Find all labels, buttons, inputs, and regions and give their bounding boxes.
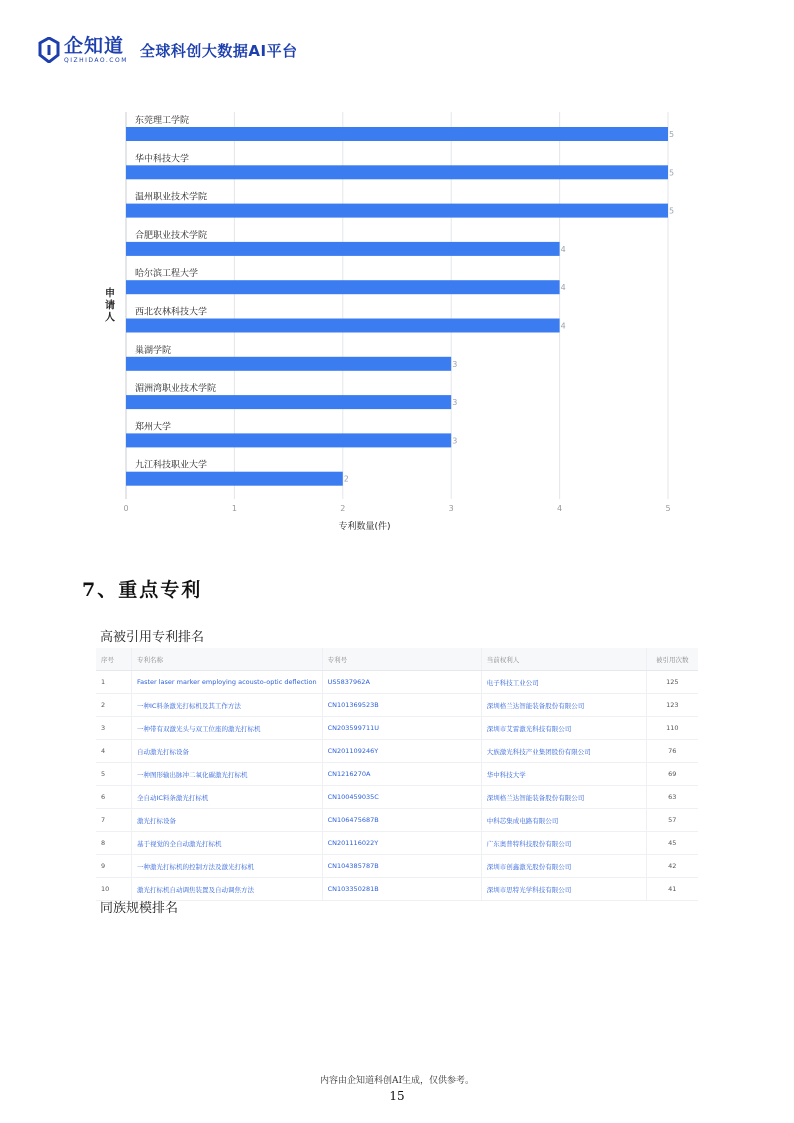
table-row <box>96 717 698 740</box>
cell-index: 1 <box>96 671 131 694</box>
cell-index: 4 <box>96 740 131 763</box>
table-row <box>96 855 698 878</box>
bar <box>126 242 560 256</box>
value-label: 5 <box>669 206 675 216</box>
category-label: 合肥职业技术学院 <box>135 230 208 241</box>
col-header-citations: 被引用次数 <box>646 648 698 671</box>
category-label: 九江科技职业大学 <box>135 460 208 471</box>
cell-holder[interactable]: 电子科技工业公司 <box>481 671 646 694</box>
x-tick-label: 1 <box>231 504 237 513</box>
cell-holder[interactable]: 深圳市艾雷激光科技有限公司 <box>481 717 646 740</box>
platform-slogan: 全球科创大数据AI平台 <box>139 41 298 60</box>
family-size-title: 同族规模排名 <box>100 901 179 916</box>
x-tick-label: 4 <box>557 504 563 513</box>
cell-citations: 41 <box>646 878 698 901</box>
value-label: 5 <box>669 130 675 139</box>
qizhidao-logo-icon <box>38 37 60 63</box>
bar <box>126 472 343 486</box>
cell-patent-no[interactable]: US5837962A <box>322 671 481 694</box>
table-row <box>96 763 698 786</box>
cell-holder[interactable]: 大族激光科技产业集团股份有限公司 <box>481 740 646 763</box>
value-label: 3 <box>452 398 458 408</box>
cell-index: 5 <box>96 763 131 786</box>
value-label: 5 <box>669 168 675 178</box>
bar <box>126 280 560 294</box>
page-number: 15 <box>389 1089 405 1103</box>
logo-text <box>64 34 128 64</box>
cell-title[interactable]: 全自动IC料条激光打标机 <box>131 786 322 809</box>
category-label: 温州职业技术学院 <box>135 192 208 203</box>
bar <box>126 127 668 141</box>
category-label: 郑州大学 <box>135 422 172 433</box>
col-header-index: 序号 <box>96 648 131 671</box>
value-label: 2 <box>343 474 349 484</box>
cell-holder[interactable]: 中科芯集成电路有限公司 <box>481 809 646 832</box>
cell-patent-no[interactable]: CN201109246Y <box>322 740 481 763</box>
category-label: 华中科技大学 <box>135 154 190 165</box>
table-row <box>96 694 698 717</box>
applicant-bar-chart <box>90 108 690 538</box>
cell-patent-no[interactable]: CN106475687B <box>322 809 481 832</box>
cell-title[interactable]: 激光打标机自动调焦装置及自动调焦方法 <box>131 878 322 901</box>
cell-citations: 125 <box>646 671 698 694</box>
cell-title[interactable]: 自动激光打标设备 <box>131 740 322 763</box>
table-row <box>96 671 698 694</box>
cell-title[interactable]: 一种IC料条激光打标机及其工作方法 <box>131 694 322 717</box>
section-title: 7、重点专利 <box>82 579 203 601</box>
cell-patent-no[interactable]: CN104385787B <box>322 855 481 878</box>
cell-holder[interactable]: 深圳格兰达智能装备股份有限公司 <box>481 786 646 809</box>
cell-holder[interactable]: 广东奥普特科技股份有限公司 <box>481 832 646 855</box>
col-header-title: 专利名称 <box>131 648 322 671</box>
cell-title[interactable]: 一种激光打标机的控制方法及激光打标机 <box>131 855 322 878</box>
table-row <box>96 786 698 809</box>
value-label: 3 <box>452 436 458 446</box>
footer-note: 内容由企知道科创AI生成，仅供参考。 <box>319 1076 475 1086</box>
citation-table-title: 高被引用专利排名 <box>100 630 205 645</box>
cell-citations: 45 <box>646 832 698 855</box>
cell-patent-no[interactable]: CN203599711U <box>322 717 481 740</box>
cell-citations: 110 <box>646 717 698 740</box>
cell-title[interactable]: 一种带有双激光头与双工位座的激光打标机 <box>131 717 322 740</box>
cell-patent-no[interactable]: CN1216270A <box>322 763 481 786</box>
cell-citations: 123 <box>646 694 698 717</box>
cell-holder[interactable]: 深圳格兰达智能装备股份有限公司 <box>481 694 646 717</box>
category-label: 西北农林科技大学 <box>135 307 208 318</box>
bar <box>126 357 451 371</box>
x-tick-label: 2 <box>340 504 346 513</box>
cell-patent-no[interactable]: CN103350281B <box>322 878 481 901</box>
x-tick-label: 3 <box>448 504 454 513</box>
value-label: 3 <box>452 359 458 369</box>
cell-title[interactable]: 激光打标设备 <box>131 809 322 832</box>
cell-citations: 69 <box>646 763 698 786</box>
value-label: 4 <box>560 321 566 331</box>
cell-index: 9 <box>96 855 131 878</box>
logo-domain: QIZHIDAO.COM <box>64 56 128 64</box>
cell-citations: 42 <box>646 855 698 878</box>
cell-holder[interactable]: 深圳市思特光学科技有限公司 <box>481 878 646 901</box>
x-axis-title: 专利数量(件) <box>338 522 391 532</box>
page-header <box>38 34 298 66</box>
logo-name: 企知道 <box>64 34 125 57</box>
cell-index: 10 <box>96 878 131 901</box>
x-tick-label: 5 <box>665 504 671 513</box>
cell-title[interactable]: Faster laser marker employing acousto-optic deflection <box>131 671 322 694</box>
col-header-patent-no: 专利号 <box>322 648 481 671</box>
table-row <box>96 878 698 901</box>
cell-index: 8 <box>96 832 131 855</box>
cell-patent-no[interactable]: CN100459035C <box>322 786 481 809</box>
table-row <box>96 740 698 763</box>
cell-patent-no[interactable]: CN101369523B <box>322 694 481 717</box>
table-row <box>96 832 698 855</box>
y-axis-title-char: 人 <box>105 312 115 324</box>
cell-title[interactable]: 一种图形输出脉冲二氧化碳激光打标机 <box>131 763 322 786</box>
cell-index: 7 <box>96 809 131 832</box>
table-body <box>96 671 698 901</box>
x-tick-label: 0 <box>123 504 129 513</box>
table-header-row <box>96 648 698 671</box>
category-label: 东莞理工学院 <box>135 116 190 126</box>
cell-index: 3 <box>96 717 131 740</box>
cell-patent-no[interactable]: CN201116022Y <box>322 832 481 855</box>
citation-ranking-table <box>96 648 698 901</box>
bar <box>126 395 451 409</box>
cell-index: 2 <box>96 694 131 717</box>
cell-title[interactable]: 基于视觉的全自动激光打标机 <box>131 832 322 855</box>
category-label: 湄洲湾职业技术学院 <box>135 384 217 395</box>
bar <box>126 319 560 333</box>
value-label: 4 <box>560 244 566 254</box>
col-header-holder: 当前权利人 <box>481 648 646 671</box>
y-axis-title-char: 申 <box>105 288 115 300</box>
cell-citations: 63 <box>646 786 698 809</box>
bar <box>126 165 668 179</box>
bar <box>126 204 668 218</box>
chart-canvas <box>90 108 690 538</box>
cell-citations: 57 <box>646 809 698 832</box>
category-label: 哈尔滨工程大学 <box>135 269 199 280</box>
table-row <box>96 809 698 832</box>
cell-holder[interactable]: 深圳市创鑫激光股份有限公司 <box>481 855 646 878</box>
cell-citations: 76 <box>646 740 698 763</box>
cell-holder[interactable]: 华中科技大学 <box>481 763 646 786</box>
bar <box>126 433 451 447</box>
y-axis-title-char: 请 <box>105 300 115 312</box>
cell-index: 6 <box>96 786 131 809</box>
category-label: 巢湖学院 <box>135 345 172 356</box>
value-label: 4 <box>560 283 566 293</box>
